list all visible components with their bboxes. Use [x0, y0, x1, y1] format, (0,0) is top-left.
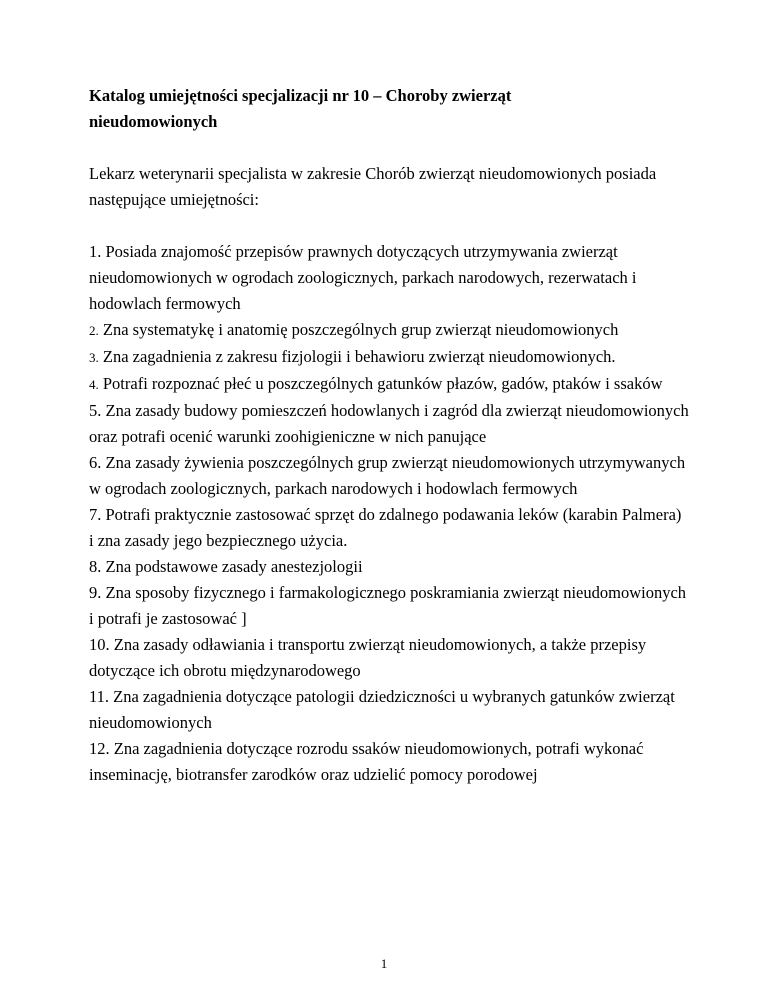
skill-item-7 — [89, 502, 689, 554]
skill-item-5 — [89, 398, 689, 450]
skill-number: 5. — [89, 401, 102, 420]
skill-item-1 — [89, 239, 689, 317]
page-number: 1 — [380, 956, 388, 971]
skill-number: 2. — [89, 323, 99, 338]
skills-list — [89, 239, 689, 788]
skill-number: 4. — [89, 377, 99, 392]
skill-item-8 — [89, 554, 689, 580]
skill-text: Zna zagadnienia dotyczące rozrodu ssaków nieudomowionych, potrafi wykonać inseminację, biotransfer zarodków oraz udzielić pomocy porodowej — [89, 739, 644, 784]
document-intro: Lekarz weterynarii specjalista w zakresie Chorób zwierząt nieudomowionych posiada następujące umiejętności: — [89, 164, 657, 209]
skill-text: Zna sposoby fizycznego i farmakologicznego poskramiania zwierząt nieudomowionych i potrafi je zastosować ] — [89, 583, 687, 628]
skill-number: 9. — [89, 583, 102, 602]
skill-text: Zna systematykę i anatomię poszczególnych grup zwierząt nieudomowionych — [102, 320, 619, 339]
skill-number: 7. — [89, 505, 102, 524]
skill-number: 6. — [89, 453, 102, 472]
skill-text: Zna zasady odławiania i transportu zwierząt nieudomowionych, a także przepisy dotyczące ich obrotu międzynarodowego — [89, 635, 647, 680]
skill-number: 12. — [89, 739, 110, 758]
skill-number: 1. — [89, 242, 102, 261]
skill-text: Potrafi rozpoznać płeć u poszczególnych gatunków płazów, gadów, ptaków i ssaków — [102, 374, 663, 393]
skill-item-6 — [89, 450, 689, 502]
skill-text: Zna zasady żywienia poszczególnych grup zwierząt nieudomowionych utrzymywanych w ogrodach zoologicznych, parkach narodowych i hodowlach fermowych — [89, 453, 686, 498]
skill-item-2 — [89, 317, 689, 344]
skill-item-10 — [89, 632, 689, 684]
skill-text: Zna zagadnienia dotyczące patologii dziedziczności u wybranych gatunków zwierząt nieudomowionych — [89, 687, 675, 732]
skill-number: 3. — [89, 350, 99, 365]
skill-text: Posiada znajomość przepisów prawnych dotyczących utrzymywania zwierząt nieudomowionych w ogrodach zoologicznych, parkach narodowych, rezerwatach i hodowlach fermowych — [89, 242, 637, 313]
document-content — [89, 83, 689, 788]
skill-item-4 — [89, 371, 689, 398]
skill-text: Potrafi praktycznie zastosować sprzęt do zdalnego podawania leków (karabin Palmera) i zna zasady jego bezpiecznego użycia. — [89, 505, 682, 550]
skill-item-9 — [89, 580, 689, 632]
skill-text: Zna podstawowe zasady anestezjologii — [105, 557, 363, 576]
skill-number: 10. — [89, 635, 110, 654]
skill-item-12 — [89, 736, 689, 788]
skill-number: 8. — [89, 557, 102, 576]
skill-text: Zna zagadnienia z zakresu fizjologii i behawioru zwierząt nieudomowionych. — [102, 347, 616, 366]
skill-item-11 — [89, 684, 689, 736]
document-title: Katalog umiejętności specjalizacji nr 10 – Choroby zwierząt nieudomowionych — [89, 86, 512, 131]
skill-item-3 — [89, 344, 689, 371]
skill-number: 11. — [89, 687, 110, 706]
skill-text: Zna zasady budowy pomieszczeń hodowlanych i zagród dla zwierząt nieudomowionych oraz potrafi ocenić warunki zoohigieniczne w nich panujące — [89, 401, 689, 446]
